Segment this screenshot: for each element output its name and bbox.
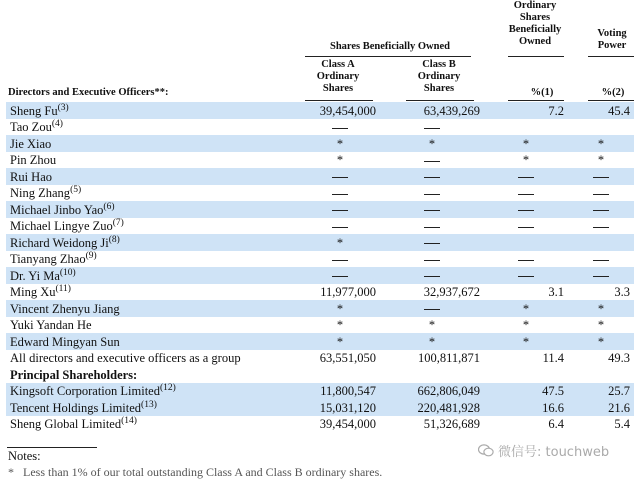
asterisk-mark: *: [428, 334, 436, 349]
pct-owned-cell-value: 7.2: [548, 103, 564, 118]
class-b-cell: [380, 234, 484, 251]
holder-name-text: Yuki Yandan He: [10, 318, 92, 332]
dash-mark: [518, 177, 534, 178]
class-a-cell-value: 11,977,000: [320, 285, 376, 299]
voting-power-header: [587, 28, 637, 52]
asterisk-mark: *: [597, 318, 605, 332]
asterisk-mark: *: [428, 136, 436, 151]
voting-power-cell: [568, 218, 634, 235]
header-rule-vote: [588, 100, 634, 101]
pct-owned-cell: [484, 350, 568, 367]
class-b-cell: [380, 218, 484, 235]
voting-power-cell: [568, 119, 634, 136]
table-row: [6, 300, 634, 317]
pct-owned-cell: [484, 102, 568, 119]
class-a-cell: [300, 251, 380, 268]
dash-mark: [518, 210, 534, 211]
dash-mark: [518, 276, 534, 277]
holder-name: [6, 201, 300, 218]
class-b-cell: [380, 300, 484, 317]
holder-name: [6, 350, 300, 367]
dash-mark: [424, 161, 440, 162]
pct-owned-cell: [484, 234, 568, 251]
voting-power-cell: [568, 366, 634, 383]
voting-power-cell-value: 25.7: [608, 384, 630, 398]
voting-power-cell: [568, 267, 634, 284]
class-b-cell: [380, 366, 484, 383]
table-row: [6, 152, 634, 169]
class-a-header-line: Shares: [322, 83, 354, 94]
directors-header: Directors and Executive Officers**:: [8, 87, 169, 98]
holder-name: [6, 135, 300, 152]
voting-power-cell-value: 3.3: [614, 285, 630, 299]
class-b-cell: [380, 399, 484, 416]
pct-owned-cell-value: 6.4: [548, 417, 564, 431]
holder-name-text: Jie Xiao: [10, 136, 52, 151]
class-b-cell: [380, 152, 484, 169]
asterisk-mark: *: [522, 318, 530, 332]
voting-power-cell-value: 21.6: [608, 400, 630, 415]
class-a-cell: [300, 185, 380, 202]
class-a-cell: [300, 201, 380, 218]
class-b-cell: [380, 251, 484, 268]
class-b-cell: [380, 317, 484, 334]
holder-name-text: Michael Jinbo Yao: [10, 202, 104, 217]
class-a-header-line: Ordinary: [316, 71, 360, 82]
table-row: [6, 333, 634, 350]
footnote-ref: (7): [112, 217, 124, 228]
pct-group-rule: [508, 56, 564, 57]
ord-shares-header-line: Shares: [519, 12, 551, 23]
dash-mark: [593, 227, 609, 228]
table-row: [6, 267, 634, 284]
class-b-header-line: Shares: [423, 83, 455, 94]
asterisk-mark: *: [522, 334, 530, 349]
table-row: [6, 350, 634, 367]
pct-owned-cell-value: 3.1: [548, 285, 564, 299]
pct-owned-cell: [484, 416, 568, 433]
footnote-ref: (10): [59, 267, 76, 278]
header-rule-pct: [508, 100, 564, 101]
voting-power-cell: [568, 416, 634, 433]
voting-power-cell: [568, 300, 634, 317]
dash-mark: [424, 260, 440, 261]
class-b-cell-value: 32,937,672: [423, 285, 480, 299]
voting-power-cell: [568, 399, 634, 416]
pct-owned-cell: [484, 251, 568, 268]
table-row: [6, 185, 634, 202]
voting-power-cell: [568, 251, 634, 268]
holder-name: [6, 399, 300, 416]
pct-owned-cell: [484, 119, 568, 136]
holder-name: [6, 119, 300, 136]
holder-name-text: Tencent Holdings Limited: [10, 400, 142, 415]
ord-shares-header-line: Owned: [518, 36, 552, 47]
dash-mark: [424, 194, 440, 195]
asterisk-mark: *: [336, 235, 344, 250]
shares-group-rule: [305, 56, 471, 57]
dash-mark: [332, 210, 348, 211]
table-row: [6, 168, 634, 185]
pct-owned-cell: [484, 333, 568, 350]
class-b-header: [406, 59, 472, 95]
holder-name: [6, 185, 300, 202]
voting-power-cell: [568, 168, 634, 185]
ord-shares-header-line: Beneficially: [508, 24, 562, 35]
class-b-cell: [380, 284, 484, 301]
notes-label: Notes:: [8, 449, 41, 463]
footnote-ref: (3): [57, 102, 69, 113]
holder-name: [6, 366, 300, 383]
asterisk-mark: *: [597, 153, 605, 167]
class-b-cell: [380, 267, 484, 284]
table-row: [6, 218, 634, 235]
dash-mark: [424, 243, 440, 244]
holder-name: [6, 251, 300, 268]
pct-owned-cell: [484, 317, 568, 334]
ownership-table: [6, 102, 634, 432]
dash-mark: [424, 128, 440, 129]
dash-mark: [424, 210, 440, 211]
holder-name: [6, 333, 300, 350]
pct-owned-cell: [484, 300, 568, 317]
ord-shares-header: [505, 0, 565, 48]
asterisk-mark: *: [597, 136, 605, 151]
class-b-cell: [380, 383, 484, 400]
class-a-cell: [300, 135, 380, 152]
voting-power-cell: [568, 383, 634, 400]
class-a-cell: [300, 267, 380, 284]
class-b-cell: [380, 185, 484, 202]
table-row: [6, 383, 634, 400]
dash-mark: [332, 128, 348, 129]
class-a-cell-value: 15,031,120: [319, 400, 376, 415]
class-b-cell: [380, 135, 484, 152]
ord-shares-header-line: Ordinary: [513, 0, 557, 11]
pct-owned-cell: [484, 135, 568, 152]
class-b-cell-value: 51,326,689: [423, 417, 480, 431]
table-row: [6, 317, 634, 334]
class-b-cell: [380, 119, 484, 136]
table-row: [6, 234, 634, 251]
class-a-cell: [300, 383, 380, 400]
dash-mark: [593, 260, 609, 261]
footnote-ref: (12): [159, 382, 176, 393]
asterisk-mark: *: [336, 301, 344, 316]
table-row: [6, 251, 634, 268]
voting-power-cell: [568, 201, 634, 218]
pct-owned-cell: [484, 366, 568, 383]
holder-name-text: Richard Weidong Ji: [10, 235, 109, 250]
voting-power-cell: [568, 350, 634, 367]
pct-owned-cell-value: 47.5: [542, 384, 564, 398]
class-a-cell-value: 63,551,050: [319, 351, 376, 365]
holder-name-text: Ming Xu: [10, 285, 56, 299]
asterisk-mark: *: [336, 334, 344, 349]
table-row: [6, 119, 634, 136]
notes-rule: [7, 447, 97, 448]
class-a-cell: [300, 300, 380, 317]
class-a-cell: [300, 399, 380, 416]
holder-name-text: Sheng Global Limited: [10, 417, 122, 431]
table-row: [6, 135, 634, 152]
footnote-ref: (14): [121, 415, 137, 426]
dash-mark: [518, 227, 534, 228]
class-b-cell-value: 100,811,871: [417, 351, 480, 365]
asterisk-mark: *: [522, 301, 530, 316]
voting-power-cell-value: 45.4: [608, 103, 630, 118]
dash-mark: [424, 177, 440, 178]
holder-name: [6, 300, 300, 317]
voting-power-cell: [568, 234, 634, 251]
class-a-cell-value: 39,454,000: [319, 417, 376, 431]
asterisk-mark: *: [336, 318, 344, 332]
table-row: [6, 284, 634, 301]
class-a-cell: [300, 350, 380, 367]
asterisk-mark: *: [428, 318, 436, 332]
dash-mark: [593, 194, 609, 195]
pct-owned-cell: [484, 284, 568, 301]
table-row: [6, 102, 634, 119]
class-a-cell: [300, 152, 380, 169]
class-a-cell: [300, 333, 380, 350]
holder-name: [6, 383, 300, 400]
holder-name-text: Edward Mingyan Sun: [10, 334, 120, 349]
holder-name-text: Ning Zhang: [10, 186, 71, 200]
dash-mark: [332, 276, 348, 277]
holder-name: [6, 168, 300, 185]
class-b-cell: [380, 102, 484, 119]
holder-name: [6, 152, 300, 169]
holder-name-text: Rui Hao: [10, 169, 53, 184]
shares-group-header: Shares Beneficially Owned: [330, 41, 450, 52]
dash-mark: [593, 177, 609, 178]
class-a-cell: [300, 102, 380, 119]
class-b-cell: [380, 350, 484, 367]
ownership-table-body: [6, 102, 634, 432]
dash-mark: [332, 194, 348, 195]
holder-name: [6, 267, 300, 284]
dash-mark: [518, 260, 534, 261]
pct-owned-cell-value: 11.4: [542, 351, 564, 365]
voting-power-header-line: Voting: [597, 28, 627, 39]
table-row: [6, 399, 634, 416]
footnote-ref: (11): [55, 283, 71, 294]
asterisk-mark: *: [522, 153, 530, 167]
holder-name-text: Michael Lingye Zuo: [10, 219, 113, 233]
holder-name-text: Tao Zou: [10, 120, 52, 134]
dash-mark: [332, 177, 348, 178]
pct-owned-cell: [484, 152, 568, 169]
table-row: [6, 201, 634, 218]
class-a-cell: [300, 234, 380, 251]
class-b-cell: [380, 333, 484, 350]
holder-name-text: Pin Zhou: [10, 153, 57, 167]
voting-power-cell: [568, 152, 634, 169]
class-b-header-line: Ordinary: [417, 71, 461, 82]
asterisk-mark: *: [597, 301, 605, 316]
vote-group-rule: [588, 56, 634, 57]
wechat-watermark: [478, 441, 609, 460]
table-row: [6, 416, 634, 433]
asterisk-mark: *: [336, 153, 344, 167]
dash-mark: [424, 309, 440, 310]
truncated-footnote: * Less than 1% of our total outstanding Class A and Class B ordinary shares.: [8, 465, 383, 479]
class-a-cell: [300, 317, 380, 334]
pct-owned-cell: [484, 168, 568, 185]
header-rule-a: [305, 100, 373, 101]
dash-mark: [593, 276, 609, 277]
voting-power-cell: [568, 102, 634, 119]
wechat-icon: [478, 444, 494, 457]
footnote-ref: (13): [141, 399, 157, 410]
dash-mark: [332, 260, 348, 261]
pct1-header: %(1): [530, 87, 554, 98]
voting-power-cell: [568, 317, 634, 334]
dash-mark: [518, 194, 534, 195]
asterisk-mark: *: [336, 136, 344, 151]
holder-name-text: Dr. Yi Ma: [10, 268, 60, 283]
dash-mark: [593, 210, 609, 211]
holder-name-text: Kingsoft Corporation Limited: [10, 384, 160, 398]
class-a-cell: [300, 416, 380, 433]
pct-owned-cell: [484, 218, 568, 235]
header-rule-b: [406, 100, 474, 101]
voting-power-cell: [568, 333, 634, 350]
class-b-cell-value: 662,806,049: [417, 384, 480, 398]
pct-owned-cell: [484, 267, 568, 284]
footnote-ref: (8): [108, 234, 120, 245]
voting-power-header-line: Power: [597, 40, 627, 51]
table-row: [6, 366, 634, 383]
class-a-cell: [300, 168, 380, 185]
dash-mark: [424, 276, 440, 277]
pct-owned-cell: [484, 201, 568, 218]
class-b-header-line: Class B: [422, 59, 456, 70]
class-b-cell: [380, 416, 484, 433]
pct-owned-cell: [484, 383, 568, 400]
voting-power-cell: [568, 135, 634, 152]
holder-name: [6, 218, 300, 235]
class-a-cell: [300, 284, 380, 301]
holder-name-text: Vincent Zhenyu Jiang: [10, 301, 120, 316]
class-b-cell: [380, 168, 484, 185]
class-a-header-line: Class A: [321, 59, 355, 70]
footnote-ref: (5): [70, 184, 82, 195]
pct2-header: %(2): [601, 87, 625, 98]
class-a-cell-value: 11,800,547: [320, 384, 376, 398]
dash-mark: [424, 227, 440, 228]
class-a-header: [305, 59, 371, 95]
dash-mark: [332, 227, 348, 228]
class-a-cell: [300, 218, 380, 235]
class-a-cell-value: 39,454,000: [319, 103, 376, 118]
class-b-cell: [380, 201, 484, 218]
voting-power-cell-value: 5.4: [614, 417, 630, 431]
holder-name-text: Tianyang Zhao: [10, 252, 86, 266]
holder-name-text: Principal Shareholders:: [10, 367, 138, 382]
voting-power-cell: [568, 185, 634, 202]
voting-power-cell-value: 49.3: [608, 351, 630, 365]
footnote-ref: (6): [103, 201, 115, 212]
voting-power-cell: [568, 284, 634, 301]
holder-name: [6, 317, 300, 334]
watermark-text: 微信号: touchweb: [498, 445, 610, 460]
class-a-cell: [300, 119, 380, 136]
footnote-ref: (9): [85, 250, 97, 261]
holder-name: [6, 234, 300, 251]
pct-owned-cell-value: 16.6: [542, 400, 564, 415]
holder-name: [6, 416, 300, 433]
class-a-cell: [300, 366, 380, 383]
holder-name: [6, 284, 300, 301]
holder-name-text: Sheng Fu: [10, 103, 58, 118]
holder-name: [6, 102, 300, 119]
asterisk-mark: *: [522, 136, 530, 151]
footnote-ref: (4): [51, 118, 63, 129]
pct-owned-cell: [484, 399, 568, 416]
class-b-cell-value: 220,481,928: [417, 400, 480, 415]
holder-name-text: All directors and executive officers as a group: [10, 351, 241, 365]
class-b-cell-value: 63,439,269: [423, 103, 480, 118]
asterisk-mark: *: [597, 334, 605, 349]
pct-owned-cell: [484, 185, 568, 202]
